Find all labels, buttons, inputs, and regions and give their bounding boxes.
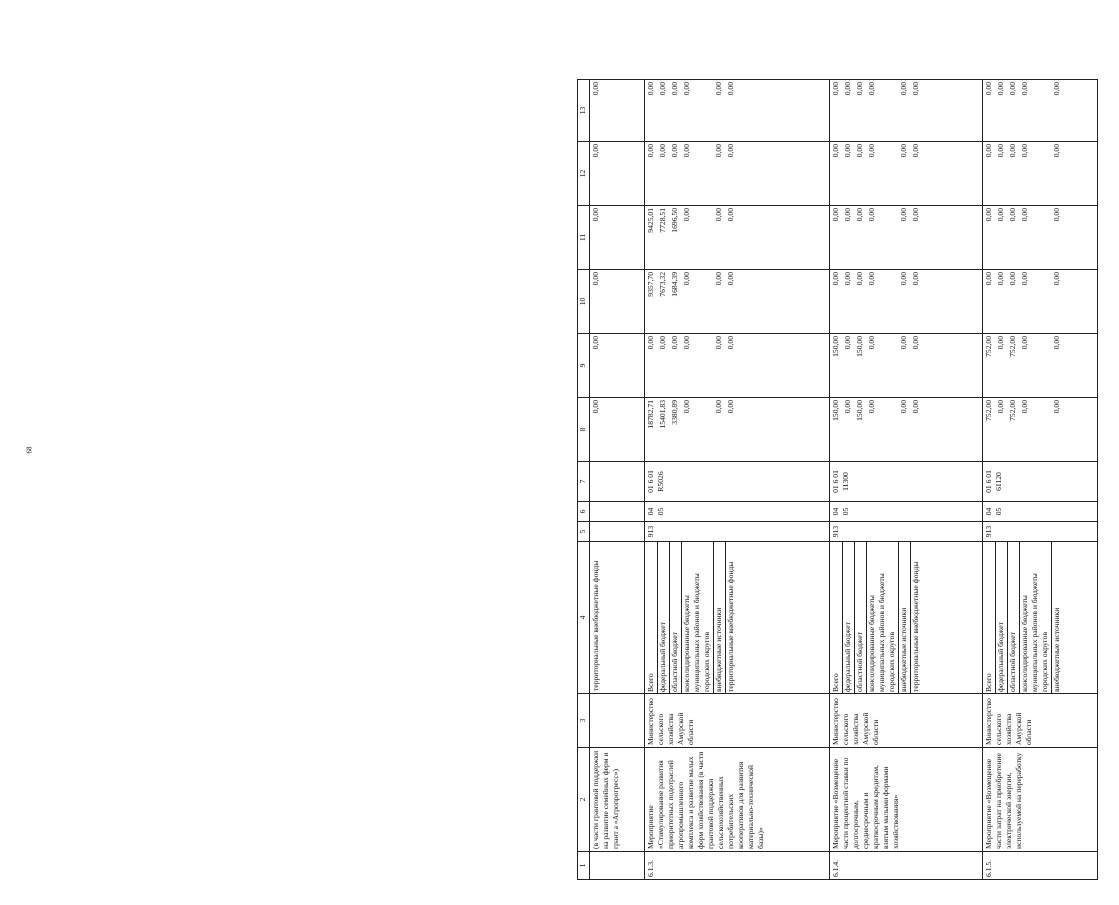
value-stack [645, 142, 830, 206]
value-cell: 0,00 [1020, 272, 1029, 286]
funding-sources [983, 542, 1098, 694]
value-cell: 752,00 [984, 336, 993, 357]
value-cell: 752,00 [984, 400, 993, 421]
value-cell: 0,00 [682, 82, 691, 96]
value-cell: 0,00 [1052, 272, 1061, 286]
row-number: 6.1.5. [983, 852, 1098, 880]
value-cell: 0,00 [855, 272, 864, 286]
value-stack [830, 142, 983, 206]
value-cell: 0,00 [1020, 144, 1029, 158]
funding-source: областной бюджет [855, 542, 867, 693]
value-cell: 150,00 [855, 400, 864, 421]
value-cell: 0,00 [843, 82, 852, 96]
grbs-code: 913 [983, 522, 1098, 542]
value-cell: 0,00 [1052, 208, 1061, 222]
value-cell: 752,00 [1008, 336, 1017, 357]
value-cell: 7673,32 [658, 272, 667, 297]
value-cell: 0,00 [911, 82, 920, 96]
value-cell: 0,00 [867, 336, 876, 350]
value-cell: 0,00 [867, 272, 876, 286]
value-stack [830, 398, 983, 462]
funding-source: территориальные внебюджетные фонды [590, 542, 645, 694]
value-cell: 7728,51 [658, 208, 667, 233]
funding-sources [645, 542, 830, 694]
value-cell: 0,00 [996, 272, 1005, 286]
value-cell: 0,00 [658, 144, 667, 158]
table-row [645, 80, 830, 880]
value-cell: 0,00 [911, 272, 920, 286]
value-cell: 0,00 [726, 144, 735, 158]
target-article-code: 01 6 01 11300 [830, 462, 983, 502]
col-header: 6 [578, 502, 590, 522]
value-cell: 0,00 [670, 144, 679, 158]
value-cell: 0,00 [1008, 208, 1017, 222]
value-cell: 0,00 [843, 272, 852, 286]
value-stack [983, 334, 1098, 398]
funding-source: областной бюджет [670, 542, 682, 693]
value-cell: 0,00 [843, 336, 852, 350]
value-stack [830, 334, 983, 398]
value-cell: 0,00 [714, 400, 723, 414]
table-row [983, 80, 1098, 880]
value-cell: 0,00 [670, 82, 679, 96]
value-cell: 15401,83 [658, 400, 667, 429]
value-cell: 1684,39 [670, 272, 679, 297]
value-stack [830, 80, 983, 142]
value-cell: 3380,89 [670, 400, 679, 425]
value-cell: 0,00 [1020, 336, 1029, 350]
target-article-code: 01 6 01 R5026 [645, 462, 830, 502]
value-cell: 0,00 [996, 400, 1005, 414]
value-cell: 0,00 [984, 272, 993, 286]
value-cell: 0,00 [1008, 272, 1017, 286]
value-cell: 0,00 [899, 208, 908, 222]
value-cell: 0,00 [726, 208, 735, 222]
value-cell: 0,00 [984, 208, 993, 222]
value-cell: 0,00 [714, 82, 723, 96]
executor: Министерство сельского хозяйства Амурской области [645, 694, 830, 748]
target-article-code: 01 6 01 61120 [983, 462, 1098, 502]
section-code: 04 05 [983, 502, 1098, 522]
value-cell: 0,00 [911, 208, 920, 222]
value-cell: 0,00 [658, 82, 667, 96]
value-stack [983, 398, 1098, 462]
value-stack [983, 80, 1098, 142]
value-cell: 0,00 [911, 400, 920, 414]
value-cell: 0,00 [682, 208, 691, 222]
value-cell: 0,00 [911, 336, 920, 350]
measure-name: (в части грантовой поддержки на развитие семейных ферм и грант а «Агропрогресс») [590, 748, 645, 852]
col-header: 4 [578, 542, 590, 694]
row-number: 6.1.4. [830, 852, 983, 880]
value-cell: 0,00 [984, 144, 993, 158]
value-cell: 0,00 [996, 208, 1005, 222]
funding-source: Всего [984, 542, 996, 693]
value-cell: 0,00 [590, 270, 645, 334]
value-cell: 0,00 [831, 208, 840, 222]
funding-source: внебюджетные источники [714, 542, 726, 693]
value-cell: 0,00 [867, 144, 876, 158]
row-number: 6.1.3. [645, 852, 830, 880]
col-header: 1 [578, 852, 590, 880]
section-code: 04 05 [830, 502, 983, 522]
value-cell: 0,00 [682, 400, 691, 414]
value-cell: 0,00 [1020, 208, 1029, 222]
section-code: 04 05 [645, 502, 830, 522]
value-stack [645, 270, 830, 334]
budget-table [577, 79, 1098, 880]
value-cell: 0,00 [1008, 82, 1017, 96]
value-stack [983, 206, 1098, 270]
funding-source: Всего [646, 542, 658, 693]
executor: Министерство сельского хозяйства Амурской области [830, 694, 983, 748]
value-cell: 0,00 [996, 82, 1005, 96]
value-cell: 0,00 [831, 82, 840, 96]
value-cell: 0,00 [899, 272, 908, 286]
funding-source: консолидированные бюджеты муниципальных районов и бюджеты городских округов [867, 542, 899, 693]
value-cell: 0,00 [726, 272, 735, 286]
value-cell: 0,00 [855, 82, 864, 96]
value-cell: 0,00 [855, 144, 864, 158]
executor: Министерство сельского хозяйства Амурской области [983, 694, 1098, 748]
value-cell: 0,00 [1020, 82, 1029, 96]
value-stack [645, 334, 830, 398]
value-cell: 0,00 [714, 208, 723, 222]
value-cell: 0,00 [682, 272, 691, 286]
value-cell: 9425,01 [646, 208, 655, 233]
value-cell: 0,00 [855, 208, 864, 222]
col-header: 10 [578, 270, 590, 334]
funding-source: федеральный бюджет [843, 542, 855, 693]
value-cell: 0,00 [867, 400, 876, 414]
funding-source: территориальные внебюджетные фонды [726, 561, 735, 692]
value-cell: 0,00 [831, 272, 840, 286]
value-cell: 0,00 [1052, 336, 1061, 350]
value-cell: 0,00 [590, 334, 645, 398]
value-cell: 752,00 [1008, 400, 1017, 421]
funding-source: внебюджетные источники [1052, 607, 1061, 692]
measure-name: Мероприятие «Возмещение части процентной ставки по долгосрочным, среднесрочным и краткосрочным кредитам, взятым малыми формами хозяйствования» [830, 748, 983, 852]
funding-source: федеральный бюджет [658, 542, 670, 693]
value-cell: 0,00 [590, 398, 645, 462]
col-header: 12 [578, 142, 590, 206]
value-cell: 0,00 [726, 336, 735, 350]
funding-source: Всего [831, 542, 843, 693]
funding-source: консолидированные бюджеты муниципальных районов и бюджеты городских округов [682, 542, 714, 693]
value-cell: 0,00 [646, 336, 655, 350]
value-cell: 0,00 [843, 400, 852, 414]
value-cell: 0,00 [1052, 144, 1061, 158]
col-header: 11 [578, 206, 590, 270]
value-cell: 0,00 [867, 82, 876, 96]
value-cell: 0,00 [996, 336, 1005, 350]
value-cell: 0,00 [670, 336, 679, 350]
value-cell: 0,00 [899, 336, 908, 350]
funding-source: консолидированные бюджеты муниципальных районов и бюджеты городских округов [1020, 542, 1052, 693]
value-cell: 0,00 [843, 144, 852, 158]
value-cell: 0,00 [984, 82, 993, 96]
value-cell: 0,00 [1020, 400, 1029, 414]
funding-source: федеральный бюджет [996, 542, 1008, 693]
value-cell: 0,00 [726, 82, 735, 96]
grbs-code: 913 [830, 522, 983, 542]
value-cell: 0,00 [1052, 400, 1061, 414]
value-stack [645, 206, 830, 270]
table-row [830, 80, 983, 880]
value-stack [645, 80, 830, 142]
value-cell: 0,00 [1008, 144, 1017, 158]
measure-name: Мероприятие «Возмещение части затрат на приобретение электрической энергии, используемой на переработку [983, 748, 1098, 852]
col-header: 13 [578, 80, 590, 142]
col-header: 2 [578, 748, 590, 852]
value-cell: 9357,70 [646, 272, 655, 297]
value-cell: 18782,71 [646, 400, 655, 429]
col-header: 3 [578, 694, 590, 748]
value-stack [645, 398, 830, 462]
value-cell: 0,00 [714, 272, 723, 286]
col-header: 7 [578, 462, 590, 502]
value-stack [983, 270, 1098, 334]
grbs-code: 913 [645, 522, 830, 542]
value-cell: 0,00 [658, 336, 667, 350]
col-header: 8 [578, 398, 590, 462]
value-cell: 0,00 [590, 80, 645, 142]
value-cell: 1696,50 [670, 208, 679, 233]
value-cell: 0,00 [682, 144, 691, 158]
value-cell: 0,00 [899, 82, 908, 96]
page-number: 68 [25, 446, 34, 454]
value-cell: 150,00 [855, 336, 864, 357]
funding-source: территориальные внебюджетные фонды [911, 561, 920, 692]
value-cell: 0,00 [911, 144, 920, 158]
value-cell: 0,00 [714, 336, 723, 350]
funding-source: внебюджетные источники [899, 542, 911, 693]
value-cell: 0,00 [590, 142, 645, 206]
value-cell: 0,00 [726, 400, 735, 414]
funding-source: областной бюджет [1008, 542, 1020, 693]
value-cell: 0,00 [590, 206, 645, 270]
value-cell: 0,00 [843, 208, 852, 222]
value-cell: 150,00 [831, 336, 840, 357]
col-header: 9 [578, 334, 590, 398]
funding-sources [830, 542, 983, 694]
col-header: 5 [578, 522, 590, 542]
value-cell: 0,00 [899, 144, 908, 158]
value-stack [983, 142, 1098, 206]
measure-name: Мероприятие «Стимулирование развития приоритетных подотраслей агропромышленного комплекса и развитие малых форм хозяйствования (в части грантовой поддержки сельскохозяйственных потребительских кооперативов для развития материально-технической базы)» [645, 748, 830, 852]
value-cell: 150,00 [831, 400, 840, 421]
value-cell: 0,00 [714, 144, 723, 158]
value-cell: 0,00 [646, 82, 655, 96]
value-cell: 0,00 [646, 144, 655, 158]
rotated-table-container [577, 80, 1119, 880]
value-cell: 0,00 [1052, 82, 1061, 96]
value-cell: 0,00 [831, 144, 840, 158]
value-cell: 0,00 [899, 400, 908, 414]
value-cell: 0,00 [867, 208, 876, 222]
table-row-continuation [590, 80, 645, 880]
value-cell: 0,00 [682, 336, 691, 350]
value-cell: 0,00 [996, 144, 1005, 158]
header-row [578, 80, 590, 880]
value-stack [830, 206, 983, 270]
value-stack [830, 270, 983, 334]
